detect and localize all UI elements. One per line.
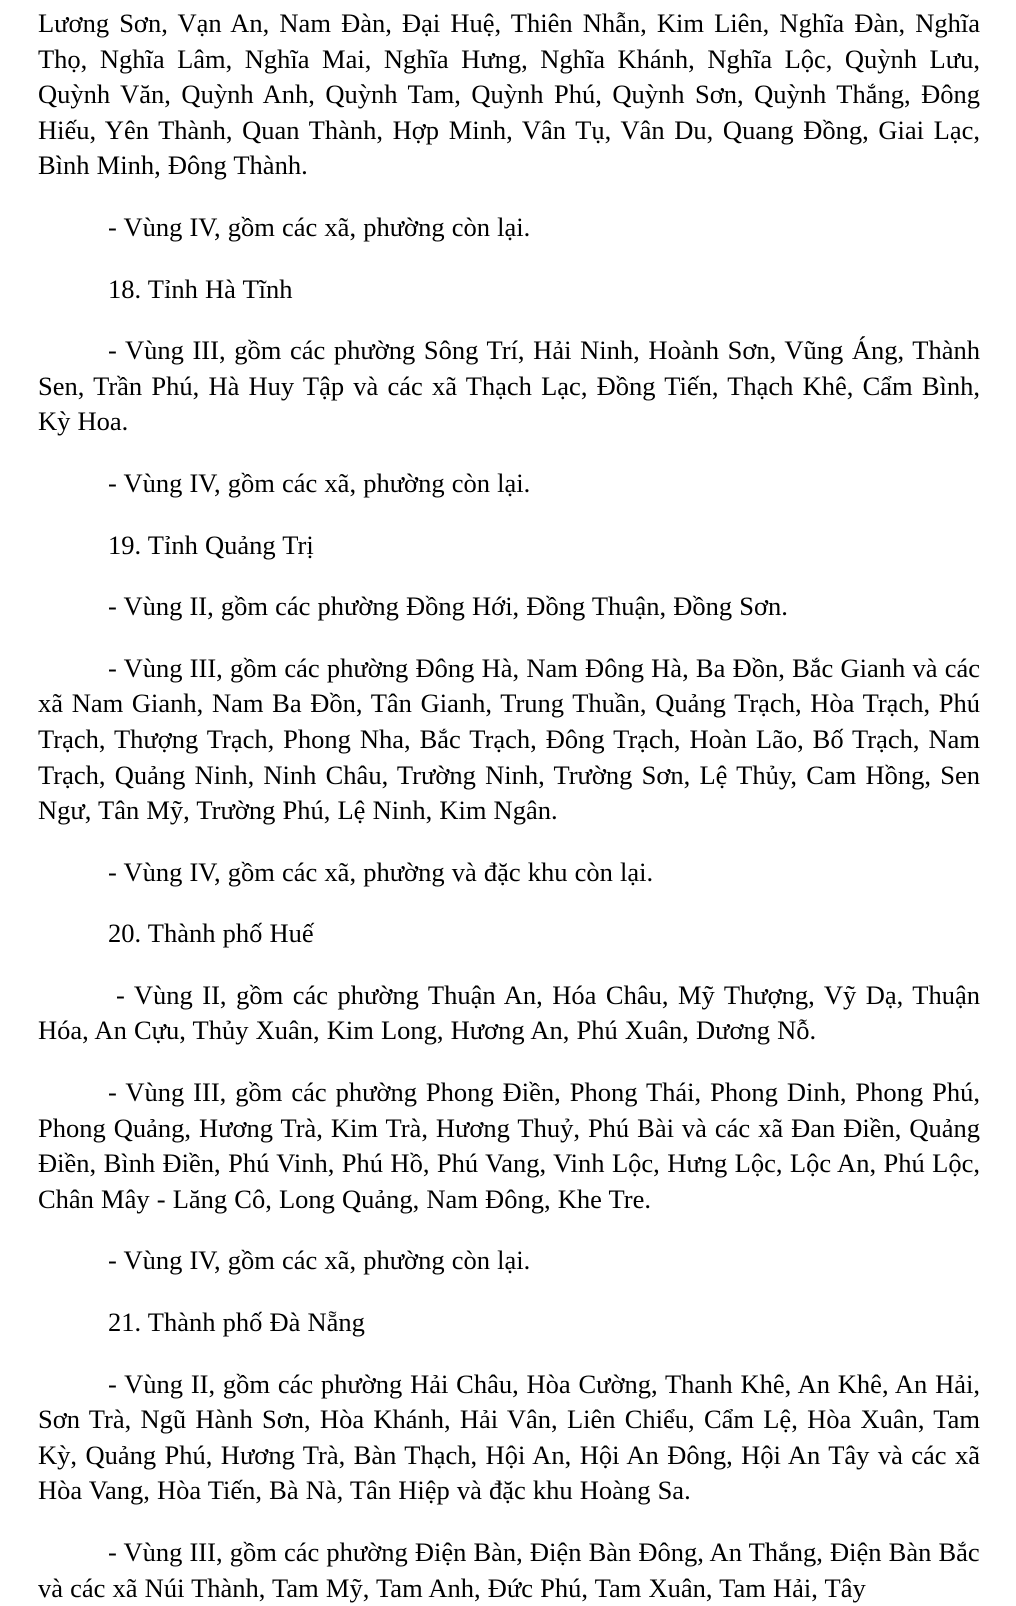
paragraph-hue-zone4: - Vùng IV, gồm các xã, phường còn lại.: [108, 1245, 531, 1276]
paragraph-quang-tri-zone3: - Vùng III, gồm các phường Đông Hà, Nam Đông Hà, Ba Đồn, Bắc Gianh và các xã Nam Gianh, Nam Ba Đồn, Tân Gianh, Trung Thuần, Quảng Trạch, Hòa Trạch, Phú Trạch, Thượng Trạch, Phong Nha, Bắc Trạch, Đông Trạch, Hoàn Lão, Bố Trạch, Nam Trạch, Quảng Ninh, Ninh Châu, Trường Ninh, Trường Sơn, Lệ Thủy, Cam Hồng, Sen Ngư, Tân Mỹ, Trường Phú, Lệ Ninh, Kim Ngân.: [38, 652, 980, 826]
paragraph-quang-tri-zone2: - Vùng II, gồm các phường Đồng Hới, Đồng Thuận, Đồng Sơn.: [108, 591, 788, 622]
heading-section-18: 18. Tỉnh Hà Tĩnh: [108, 273, 293, 304]
paragraph-hue-zone3: - Vùng III, gồm các phường Phong Điền, Phong Thái, Phong Dinh, Phong Phú, Phong Quảng, Hương Trà, Kim Trà, Hương Thuỷ, Phú Bài và các xã Đan Điền, Quảng Điền, Bình Điền, Phú Vinh, Phú Hồ, Phú Vang, Vinh Lộc, Hưng Lộc, Lộc An, Phú Lộc, Chân Mây - Lăng Cô, Long Quảng, Nam Đông, Khe Tre.: [38, 1077, 980, 1214]
heading-section-20: 20. Thành phố Huế: [108, 918, 314, 949]
paragraph-da-nang-zone2: - Vùng II, gồm các phường Hải Châu, Hòa Cường, Thanh Khê, An Khê, An Hải, Sơn Trà, Ngũ Hành Sơn, Hòa Khánh, Hải Vân, Liên Chiểu, Cẩm Lệ, Hòa Xuân, Tam Kỳ, Quảng Phú, Hương Trà, Bàn Thạch, Hội An, Hội An Đông, Hội An Tây và các xã Hòa Vang, Hòa Tiến, Bà Nà, Tân Hiệp và đặc khu Hoàng Sa.: [38, 1368, 980, 1506]
heading-section-19: 19. Tỉnh Quảng Trị: [108, 529, 314, 560]
paragraph-hue-zone2: - Vùng II, gồm các phường Thuận An, Hóa Châu, Mỹ Thượng, Vỹ Dạ, Thuận Hóa, An Cựu, Thủy Xuân, Kim Long, Hương An, Phú Xuân, Dương Nỗ.: [38, 979, 980, 1046]
paragraph-nghe-an-zone4: - Vùng IV, gồm các xã, phường còn lại.: [108, 211, 531, 242]
heading-section-21: 21. Thành phố Đà Nẵng: [108, 1307, 365, 1338]
document-text-body: [38, 6, 980, 1606]
paragraph-nghe-an-zone3-continued: Lương Sơn, Vạn An, Nam Đàn, Đại Huệ, Thiên Nhẫn, Kim Liên, Nghĩa Đàn, Nghĩa Thọ, Nghĩa Lâm, Nghĩa Mai, Nghĩa Hưng, Nghĩa Khánh, Nghĩa Lộc, Quỳnh Lưu, Quỳnh Văn, Quỳnh Anh, Quỳnh Tam, Quỳnh Phú, Quỳnh Sơn, Quỳnh Thắng, Đông Hiếu, Yên Thành, Quan Thành, Hợp Minh, Vân Tụ, Vân Du, Quang Đồng, Giai Lạc, Bình Minh, Đông Thành.: [38, 8, 980, 181]
paragraph-da-nang-zone3: - Vùng III, gồm các phường Điện Bàn, Điện Bàn Đông, An Thắng, Điện Bàn Bắc và các xã Núi Thành, Tam Mỹ, Tam Anh, Đức Phú, Tam Xuân, Tam Hải, Tây: [38, 1537, 980, 1603]
paragraph-ha-tinh-zone4: - Vùng IV, gồm các xã, phường còn lại.: [108, 467, 531, 498]
paragraph-quang-tri-zone4: - Vùng IV, gồm các xã, phường và đặc khu còn lại.: [108, 856, 654, 887]
paragraph-ha-tinh-zone3: - Vùng III, gồm các phường Sông Trí, Hải Ninh, Hoành Sơn, Vũng Áng, Thành Sen, Trần Phú, Hà Huy Tập và các xã Thạch Lạc, Đồng Tiến, Thạch Khê, Cẩm Bình, Kỳ Hoa.: [38, 335, 980, 437]
